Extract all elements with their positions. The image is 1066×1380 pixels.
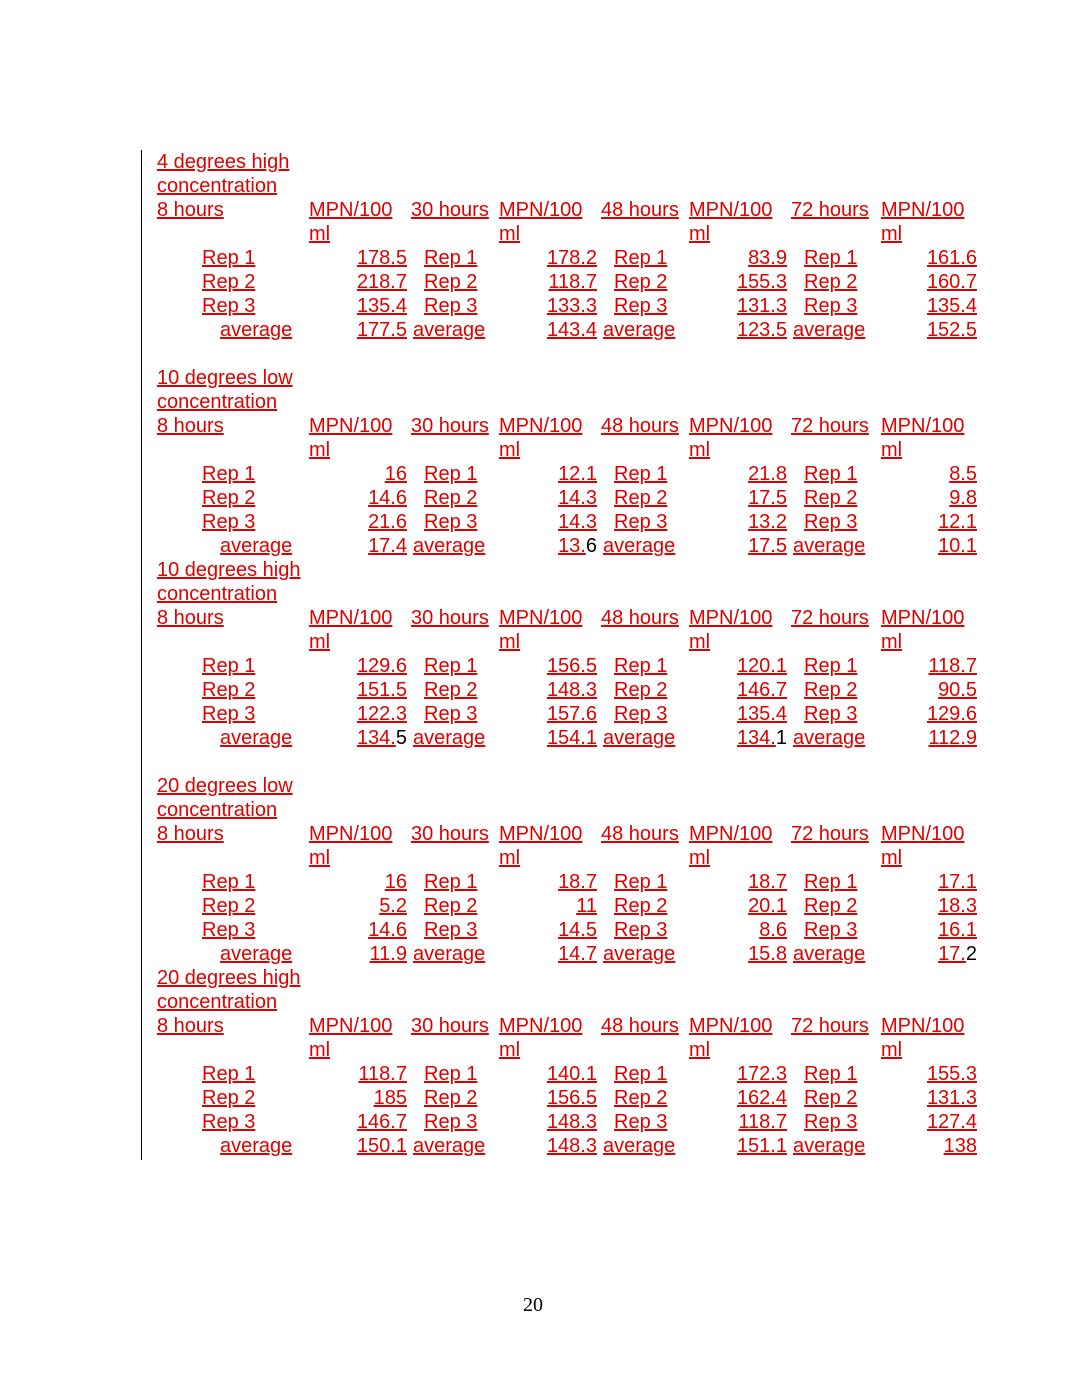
change-bar: [141, 150, 142, 1160]
table-row: [157, 1110, 987, 1134]
unit-header: ml: [499, 223, 521, 245]
column-header-row: [157, 414, 987, 438]
unchanged-digit: 6: [585, 535, 597, 557]
section-title-line: [157, 366, 987, 390]
table-row: [157, 894, 987, 918]
data-section: [157, 366, 987, 558]
section-title-line: [157, 174, 987, 198]
mpn-value: 127.4: [926, 1111, 977, 1133]
unit-header: MPN/100: [881, 823, 965, 845]
mpn-average-value: 151.1: [736, 1135, 787, 1157]
section-title-line: [157, 558, 987, 582]
time-header: 30 hours: [411, 415, 489, 437]
unit-header: ml: [689, 439, 711, 461]
unit-header: ml: [689, 223, 711, 245]
mpn-value: 218.7: [356, 271, 407, 293]
rep-label: Rep 2: [202, 487, 256, 509]
section-title-line: [157, 390, 987, 414]
time-header: 30 hours: [411, 199, 489, 221]
unit-header: MPN/100: [881, 199, 965, 221]
table-row: [157, 1062, 987, 1086]
mpn-value: 14.3: [558, 487, 597, 509]
mpn-value: 90.5: [938, 679, 977, 701]
unit-header: ml: [881, 1039, 903, 1061]
unit-header: ml: [309, 847, 331, 869]
mpn-value: 120.1: [736, 655, 787, 677]
rep-label: Rep 1: [804, 247, 858, 269]
mpn-value: 16.1: [938, 919, 977, 941]
unit-header: ml: [881, 439, 903, 461]
average-label: average: [220, 535, 293, 557]
unit-header: ml: [499, 439, 521, 461]
mpn-value: 118.7: [548, 271, 597, 293]
mpn-average-value: 150.1: [356, 1135, 407, 1157]
mpn-value: 17.5: [748, 487, 787, 509]
mpn-average-value: [938, 942, 977, 966]
mpn-average-value: 123.5: [736, 319, 787, 341]
time-header: 48 hours: [601, 415, 679, 437]
unit-header: MPN/100: [499, 607, 583, 629]
time-header: 48 hours: [601, 1015, 679, 1037]
changed-digits: 13.: [558, 535, 586, 557]
rep-label: Rep 3: [614, 295, 668, 317]
mpn-value: 157.6: [546, 703, 597, 725]
unit-header: MPN/100: [309, 415, 393, 437]
mpn-value: 161.6: [926, 247, 977, 269]
rep-label: Rep 3: [424, 919, 478, 941]
time-header: 48 hours: [601, 199, 679, 221]
average-label: average: [220, 727, 293, 749]
unit-header: MPN/100: [309, 199, 393, 221]
mpn-average-value: 138: [943, 1135, 977, 1157]
section-subtitle: concentration: [157, 799, 278, 821]
rep-label: Rep 2: [614, 679, 668, 701]
time-header: 72 hours: [791, 415, 869, 437]
average-label: average: [603, 943, 676, 965]
rep-label: Rep 3: [804, 919, 858, 941]
section-title-line: [157, 774, 987, 798]
mpn-value: 155.3: [736, 271, 787, 293]
rep-label: Rep 2: [614, 271, 668, 293]
rep-label: Rep 3: [202, 295, 256, 317]
unit-header: MPN/100: [689, 199, 773, 221]
mpn-value: 135.4: [356, 295, 407, 317]
table-row: [157, 294, 987, 318]
unit-header: MPN/100: [309, 1015, 393, 1037]
rep-label: Rep 1: [614, 655, 668, 677]
rep-label: Rep 1: [804, 463, 858, 485]
mpn-average-value: [737, 726, 787, 750]
mpn-value: 17.1: [938, 871, 977, 893]
data-section: [157, 150, 987, 342]
average-row: [157, 1134, 987, 1158]
mpn-value: 18.7: [558, 871, 597, 893]
data-section: [157, 558, 987, 750]
unit-header: ml: [881, 223, 903, 245]
rep-label: Rep 3: [804, 295, 858, 317]
table-row: [157, 870, 987, 894]
column-header-row: [157, 1014, 987, 1038]
rep-label: Rep 3: [614, 919, 668, 941]
section-subtitle: concentration: [157, 391, 278, 413]
mpn-value: 16: [384, 871, 407, 893]
unit-header: ml: [499, 631, 521, 653]
time-header: 30 hours: [411, 823, 489, 845]
rep-label: Rep 1: [424, 655, 478, 677]
section-title: 20 degrees low: [157, 775, 293, 797]
section-title: 20 degrees high: [157, 967, 301, 989]
time-header: 30 hours: [411, 1015, 489, 1037]
mpn-value: 151.5: [356, 679, 407, 701]
table-row: [157, 486, 987, 510]
table-row: [157, 918, 987, 942]
column-header-row: [157, 630, 987, 654]
unchanged-digit: 2: [965, 943, 977, 965]
rep-label: Rep 3: [424, 703, 478, 725]
mpn-value: 5.2: [379, 895, 407, 917]
rep-label: Rep 1: [202, 1063, 256, 1085]
mpn-average-value: 17.5: [748, 535, 787, 557]
mpn-value: 12.1: [938, 511, 977, 533]
mpn-average-value: [357, 726, 407, 750]
average-label: average: [220, 943, 293, 965]
mpn-value: 14.3: [558, 511, 597, 533]
section-title: 10 degrees low: [157, 367, 293, 389]
mpn-value: 131.3: [736, 295, 787, 317]
mpn-value: 12.1: [558, 463, 597, 485]
average-label: average: [603, 727, 676, 749]
rep-label: Rep 3: [424, 511, 478, 533]
rep-label: Rep 3: [614, 511, 668, 533]
average-label: average: [413, 727, 486, 749]
unit-header: MPN/100: [499, 823, 583, 845]
table-row: [157, 270, 987, 294]
unit-header: MPN/100: [499, 199, 583, 221]
unit-header: MPN/100: [881, 1015, 965, 1037]
rep-label: Rep 1: [424, 463, 478, 485]
data-section: [157, 774, 987, 966]
rep-label: Rep 1: [614, 871, 668, 893]
rep-label: Rep 1: [614, 463, 668, 485]
unit-header: MPN/100: [309, 823, 393, 845]
time-header: 48 hours: [601, 823, 679, 845]
mpn-value: 140.1: [546, 1063, 597, 1085]
rep-label: Rep 1: [804, 655, 858, 677]
mpn-value: 146.7: [736, 679, 787, 701]
average-row: [157, 534, 987, 558]
unit-header: ml: [309, 631, 331, 653]
mpn-value: 8.5: [949, 463, 977, 485]
mpn-average-value: 154.1: [546, 727, 597, 749]
mpn-value: 129.6: [926, 703, 977, 725]
mpn-value: 135.4: [736, 703, 787, 725]
time-header: 48 hours: [601, 607, 679, 629]
unit-header: MPN/100: [881, 607, 965, 629]
column-header-row: [157, 846, 987, 870]
unit-header: ml: [309, 439, 331, 461]
mpn-average-value: 177.5: [356, 319, 407, 341]
unit-header: ml: [309, 223, 331, 245]
rep-label: Rep 3: [614, 703, 668, 725]
rep-label: Rep 2: [614, 1087, 668, 1109]
unit-header: MPN/100: [689, 1015, 773, 1037]
section-gap: [157, 750, 987, 774]
time-header: 8 hours: [157, 199, 224, 221]
mpn-average-value: 152.5: [926, 319, 977, 341]
rep-label: Rep 2: [804, 679, 858, 701]
mpn-value: 155.3: [926, 1063, 977, 1085]
mpn-average-value: 112.9: [928, 727, 977, 749]
mpn-average-value: 14.7: [558, 943, 597, 965]
average-row: [157, 942, 987, 966]
unit-header: ml: [499, 1039, 521, 1061]
average-row: [157, 726, 987, 750]
rep-label: Rep 2: [614, 895, 668, 917]
mpn-value: 146.7: [356, 1111, 407, 1133]
mpn-value: 18.3: [938, 895, 977, 917]
rep-label: Rep 1: [804, 1063, 858, 1085]
rep-label: Rep 2: [424, 271, 478, 293]
section-subtitle: concentration: [157, 583, 278, 605]
mpn-value: 148.3: [546, 679, 597, 701]
rep-label: Rep 2: [202, 679, 256, 701]
table-row: [157, 462, 987, 486]
changed-digits: 134.: [736, 727, 776, 749]
unit-header: MPN/100: [309, 607, 393, 629]
table-row: [157, 1086, 987, 1110]
average-label: average: [413, 1135, 486, 1157]
average-label: average: [220, 319, 293, 341]
unit-header: ml: [881, 631, 903, 653]
rep-label: Rep 1: [202, 655, 256, 677]
rep-label: Rep 2: [614, 487, 668, 509]
rep-label: Rep 3: [614, 1111, 668, 1133]
rep-label: Rep 3: [202, 1111, 256, 1133]
section-subtitle: concentration: [157, 175, 278, 197]
unit-header: MPN/100: [881, 415, 965, 437]
section-title: 4 degrees high: [157, 151, 290, 173]
rep-label: Rep 1: [202, 463, 256, 485]
mpn-value: 11: [576, 895, 597, 917]
table-row: [157, 678, 987, 702]
page-number: 20: [523, 1294, 543, 1316]
column-header-row: [157, 198, 987, 222]
column-header-row: [157, 1038, 987, 1062]
rep-label: Rep 2: [202, 895, 256, 917]
unit-header: MPN/100: [499, 415, 583, 437]
mpn-value: 156.5: [546, 1087, 597, 1109]
time-header: 8 hours: [157, 823, 224, 845]
average-label: average: [793, 1135, 866, 1157]
mpn-value: 162.4: [736, 1087, 787, 1109]
average-label: average: [793, 943, 866, 965]
mpn-average-value: 143.4: [546, 319, 597, 341]
rep-label: Rep 3: [804, 511, 858, 533]
mpn-value: 118.7: [928, 655, 977, 677]
rep-label: Rep 2: [424, 895, 478, 917]
average-label: average: [603, 535, 676, 557]
rep-label: Rep 1: [614, 247, 668, 269]
average-label: average: [603, 319, 676, 341]
rep-label: Rep 2: [424, 487, 478, 509]
average-label: average: [413, 535, 486, 557]
average-label: average: [413, 943, 486, 965]
table-row: [157, 702, 987, 726]
mpn-value: 21.8: [748, 463, 787, 485]
time-header: 8 hours: [157, 607, 224, 629]
mpn-value: 156.5: [546, 655, 597, 677]
mpn-value: 131.3: [926, 1087, 977, 1109]
unit-header: ml: [881, 847, 903, 869]
mpn-value: 83.9: [748, 247, 787, 269]
unit-header: ml: [309, 1039, 331, 1061]
unit-header: MPN/100: [499, 1015, 583, 1037]
rep-label: Rep 1: [202, 871, 256, 893]
mpn-average-value: 148.3: [546, 1135, 597, 1157]
mpn-value: 14.6: [368, 487, 407, 509]
mpn-value: 13.2: [748, 511, 787, 533]
changed-digits: 17.: [938, 943, 966, 965]
rep-label: Rep 2: [804, 271, 858, 293]
mpn-value: 118.7: [738, 1111, 787, 1133]
mpn-value: 118.7: [358, 1063, 407, 1085]
rep-label: Rep 1: [614, 1063, 668, 1085]
unchanged-digit: 1: [775, 727, 787, 749]
unit-header: MPN/100: [689, 607, 773, 629]
column-header-row: [157, 606, 987, 630]
mpn-value: 148.3: [546, 1111, 597, 1133]
mpn-value: 20.1: [748, 895, 787, 917]
mpn-value: 160.7: [926, 271, 977, 293]
mpn-value: 14.5: [558, 919, 597, 941]
section-subtitle: concentration: [157, 991, 278, 1013]
rep-label: Rep 3: [202, 511, 256, 533]
document-body: [157, 150, 987, 1158]
rep-label: Rep 1: [202, 247, 256, 269]
mpn-value: 16: [384, 463, 407, 485]
mpn-average-value: 17.4: [368, 535, 407, 557]
mpn-value: 18.7: [748, 871, 787, 893]
rep-label: Rep 2: [424, 679, 478, 701]
unit-header: ml: [689, 631, 711, 653]
rep-label: Rep 2: [202, 1087, 256, 1109]
rep-label: Rep 3: [202, 703, 256, 725]
section-title-line: [157, 966, 987, 990]
average-label: average: [793, 535, 866, 557]
rep-label: Rep 1: [424, 871, 478, 893]
mpn-value: 14.6: [368, 919, 407, 941]
unit-header: MPN/100: [689, 415, 773, 437]
section-title-line: [157, 990, 987, 1014]
column-header-row: [157, 438, 987, 462]
average-label: average: [793, 727, 866, 749]
mpn-average-value: 15.8: [748, 943, 787, 965]
average-row: [157, 318, 987, 342]
rep-label: Rep 3: [424, 1111, 478, 1133]
rep-label: Rep 2: [804, 1087, 858, 1109]
mpn-value: 178.2: [546, 247, 597, 269]
time-header: 8 hours: [157, 1015, 224, 1037]
rep-label: Rep 2: [804, 895, 858, 917]
time-header: 72 hours: [791, 199, 869, 221]
mpn-average-value: [558, 534, 597, 558]
section-title: 10 degrees high: [157, 559, 301, 581]
table-row: [157, 654, 987, 678]
time-header: 72 hours: [791, 607, 869, 629]
unchanged-digit: 5: [395, 727, 407, 749]
time-header: 72 hours: [791, 1015, 869, 1037]
average-label: average: [220, 1135, 293, 1157]
rep-label: Rep 1: [424, 247, 478, 269]
average-label: average: [793, 319, 866, 341]
changed-digits: 134.: [356, 727, 396, 749]
mpn-value: 185: [373, 1087, 407, 1109]
rep-label: Rep 1: [424, 1063, 478, 1085]
rep-label: Rep 2: [202, 271, 256, 293]
mpn-value: 21.6: [368, 511, 407, 533]
average-label: average: [413, 319, 486, 341]
unit-header: ml: [689, 1039, 711, 1061]
table-row: [157, 246, 987, 270]
time-header: 30 hours: [411, 607, 489, 629]
rep-label: Rep 1: [804, 871, 858, 893]
mpn-value: 178.5: [356, 247, 407, 269]
rep-label: Rep 3: [804, 1111, 858, 1133]
unit-header: ml: [499, 847, 521, 869]
mpn-value: 9.8: [949, 487, 977, 509]
unit-header: ml: [689, 847, 711, 869]
section-gap: [157, 342, 987, 366]
rep-label: Rep 2: [424, 1087, 478, 1109]
section-title-line: [157, 798, 987, 822]
table-row: [157, 510, 987, 534]
section-title-line: [157, 150, 987, 174]
mpn-value: 122.3: [356, 703, 407, 725]
average-label: average: [603, 1135, 676, 1157]
time-header: 72 hours: [791, 823, 869, 845]
mpn-value: 172.3: [736, 1063, 787, 1085]
mpn-average-value: 11.9: [369, 943, 407, 965]
rep-label: Rep 3: [424, 295, 478, 317]
rep-label: Rep 3: [202, 919, 256, 941]
column-header-row: [157, 822, 987, 846]
mpn-value: 133.3: [546, 295, 597, 317]
section-title-line: [157, 582, 987, 606]
mpn-average-value: 10.1: [938, 535, 977, 557]
time-header: 8 hours: [157, 415, 224, 437]
data-section: [157, 966, 987, 1158]
column-header-row: [157, 222, 987, 246]
rep-label: Rep 2: [804, 487, 858, 509]
unit-header: MPN/100: [689, 823, 773, 845]
mpn-value: 135.4: [926, 295, 977, 317]
mpn-value: 8.6: [759, 919, 787, 941]
mpn-value: 129.6: [356, 655, 407, 677]
rep-label: Rep 3: [804, 703, 858, 725]
